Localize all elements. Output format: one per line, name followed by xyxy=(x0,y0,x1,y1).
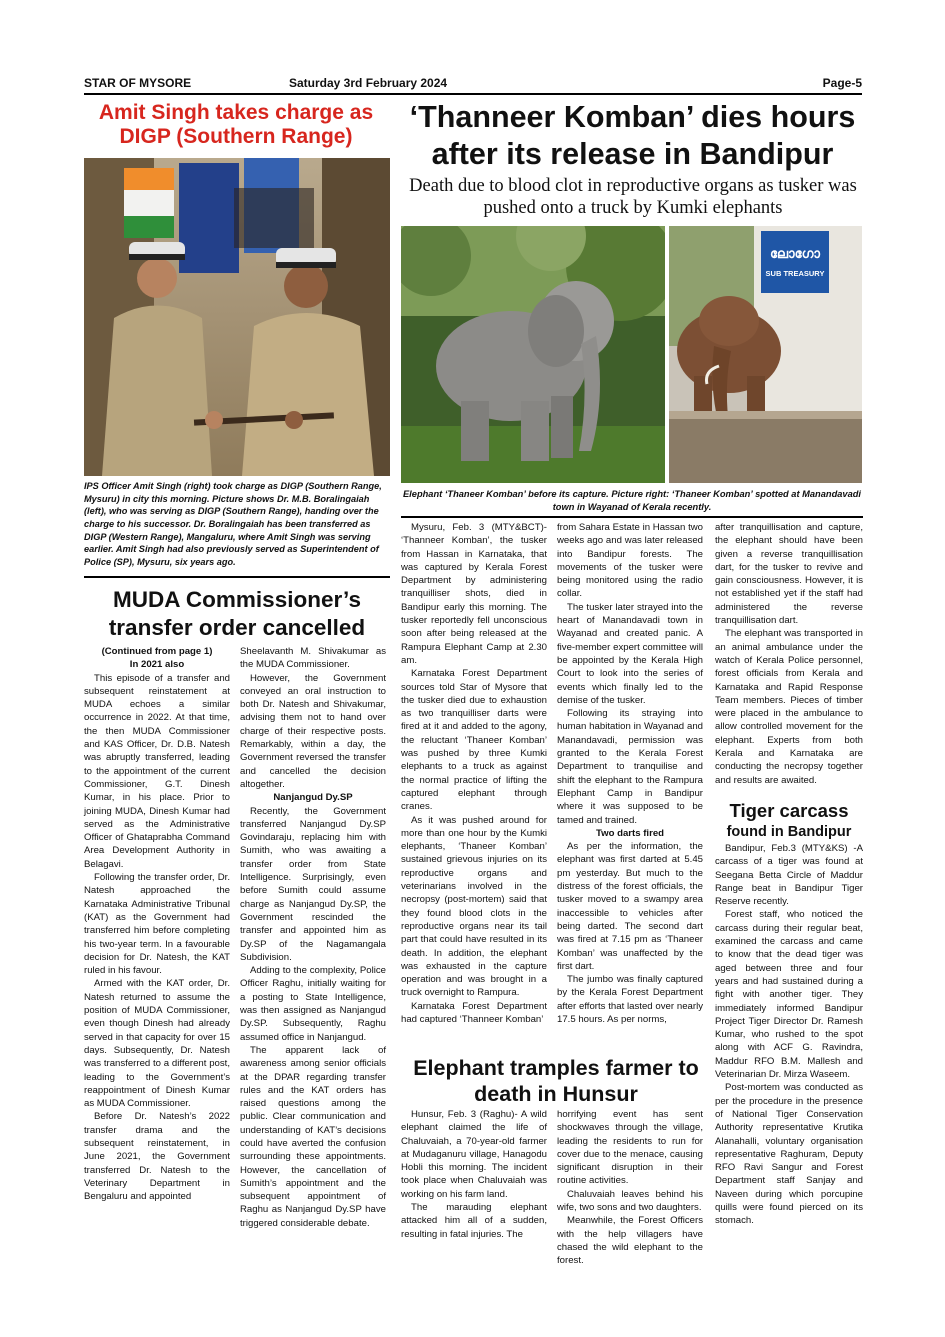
farmer-headline: Elephant tramples farmer to death in Hunsur xyxy=(413,1056,699,1106)
digp-headline: Amit Singh takes charge as DIGP (Southern Range) xyxy=(98,101,374,148)
muda-headline: MUDA Commissioner’s transfer order cancelled xyxy=(108,587,366,640)
muda-paragraph: The apparent lack of awareness among senior officials at the DPAR regarding transfer rules and the KAT orders has raised questions among the public. Clear communication and understanding of KAT’s decisions could have averted the confusion surrounding these appointments. However, the cancellation of Sumith’s appointment and the subsequent appointment of Raghu as Nanjangud Dy.SP have triggered considerable debate. xyxy=(240,1044,386,1229)
komban-photo-left xyxy=(401,226,665,483)
tiger-paragraph: Bandipur, Feb.3 (MTY&KS) -A carcass of a tiger was found at Seegana Betta Circle of Maddur Range beat in Bandipur Tiger Reserve recently. xyxy=(715,843,863,908)
tiger-paragraph: Forest staff, who noticed the carcass during their regular beat, examined the carcass and came to know that the dead tiger was aged between three and four years and had sustained during a fight with another tiger. They immediately informed Bandipur Project Tiger Director Dr. Ramesh Kumar, who rushed to the spot along with ACF G. Ravindra, Maddur RFO B.M. Mallesh and Veterinarian Dr. Mirza Waseem. xyxy=(715,909,863,1081)
komban-paragraph: The tusker later strayed into the heart of Manandavadi town in Wayanad and created panic. A five-member expert committee will be appointed by the Kerala High Court to look into the series of events which finally led to the demise of the tusker. xyxy=(557,601,703,706)
farmer-paragraph: Meanwhile, the Forest Officers with the help villagers have chased the wild elephant to the forest. xyxy=(557,1215,703,1267)
paper-name: STAR OF MYSORE xyxy=(84,76,192,90)
komban-headline: ‘Thanneer Komban’ dies hours after its release in Bandipur xyxy=(409,100,856,171)
masthead-rule xyxy=(84,93,862,95)
muda-paragraph: However, the Government conveyed an oral instruction to both Dr. Natesh and Shivakumar, advising them not to hand over charge of their respective posts. Remarkably, within a day, the Government reversed the transfer and cancelled the decision altogether. xyxy=(240,672,386,790)
komban-paragraph: The elephant was transported in an animal ambulance under the watch of Kerala Police personnel, forest officials from Kerala and Karnataka and Rapid Response Team members. Pieces of timber were placed in the ambulance to allow controlled movement for the elephant. Experts from both Kerala and Karnataka are conducting the necropsy together and results are awaited. xyxy=(715,628,863,786)
muda-paragraph: This episode of a transfer and subsequent reinstatement at MUDA echoes a similar occurrence in 2022. At that time, the then MUDA Commissioner and KAS Officer, Dr. D.B. Natesh was abruptly transferred, leading to the appointment of the current Commissioner, G.T. Dinesh Kumar, in his place. Prior to joining MUDA, Dinesh Kumar had served as the Administrative Officer of Ghataprabha Command Area Development Authority in Belagavi. xyxy=(84,672,230,870)
farmer-paragraph: The marauding elephant attacked him all of a sudden, resulting in fatal injuries. The xyxy=(401,1202,547,1240)
komban-paragraph: As it was pushed around for more than one hour by the Kumki elephants, ‘Thaneer Komban’ sustained grievous injuries on its reproductive organs and veterinarians involved in the necropsy (post-mortem) said that they found blood clots in the reproductive organs near its tail part that could have resulted in its death. In addition, the elephant was exhausted in the capture operation and was brought in a truck overnight to Rampura. xyxy=(401,814,547,999)
sign-text: SUB TREASURY xyxy=(765,269,825,278)
komban-column-2 xyxy=(557,521,703,1026)
komban-paragraph: Karnataka Forest Department sources told Star of Mysore that the tusker died due to exhaustion as two tranquilliser darts were fired at it and added to the agony, the reluctant ‘Thaneer Komban’ was pushed by three Kumki elephants to a truck as against the normal practice of lifting the captured elephant through cranes. xyxy=(401,668,547,813)
komban-paragraph: from Sahara Estate in Hassan two weeks ago and was later released into Bandipur forests. The movements of the tusker were being monitored using the radio collar. xyxy=(557,522,703,600)
komban-paragraph: after tranquillisation and capture, the elephant should have been given a reverse tranquillisation dart, for the tusker to revive and gain consciousness. However, it is not established yet if the staff had administered the reverse tranquillisation dart. xyxy=(715,522,863,627)
tiger-headline-main: Tiger carcass xyxy=(729,800,849,821)
muda-paragraph: Armed with the KAT order, Dr. Natesh returned to assume the position of MUDA Commissioner, even though Dinesh had already served in that capacity for over 15 days. Subsequently, Dr. Natesh was transferred to a different post, leading to the Government’s reappointment of Dinesh Kumar as MUDA Commissioner. xyxy=(84,978,230,1110)
komban-paragraph: The jumbo was finally captured by the Kerala Forest Department after efforts that lasted over nearly 17.5 hours. As per norms, xyxy=(557,974,703,1025)
muda-paragraph: Following the transfer order, Dr. Natesh approached the Karnataka Administrative Tribunal (KAT) as the Government had transferred him before completing his two-year term. In a favourable decision for Dr. Natesh, the KAT ruled in his favour. xyxy=(84,872,230,977)
digp-rule xyxy=(84,576,390,578)
sign-script: ലോഗോ xyxy=(769,246,821,261)
komban-deck: Death due to blood clot in reproductive organs as tusker was pushed onto a truck by Kumki elephants xyxy=(409,176,857,219)
komban-column-3 xyxy=(715,521,863,787)
tiger-paragraph: Post-mortem was conducted as per the procedure in the presence of National Tiger Conservation Authority representative Krutika Alanahalli, voluntary organisation representative Raghuram, Deputy RFO Ravi Sangur and Forest Department staff Sanjay and Naveen during which porcupine quills were found pierced on its stomach. xyxy=(715,1082,863,1227)
farmer-paragraph: Hunsur, Feb. 3 (Raghu)- A wild elephant claimed the life of Chaluvaiah, a 70-year-old farmer at Mudaganuru village, Hanagodu Hobli this morning. The incident took place when Chaluvaiah was working on his farm land. xyxy=(401,1109,547,1200)
komban-paragraph: Mysuru, Feb. 3 (MTY&BCT)- ‘Thanneer Komban’, the tusker from Hassan in Karnataka, that was captured by Kerala Forest Department by administering tranquilliser shots, died in Bandipur early this morning. The tusker reportedly fell unconscious soon after being released at the Rampura Elephant Camp at 2.30 am. xyxy=(401,522,547,666)
tiger-headline-sub: found in Bandipur xyxy=(726,824,852,840)
komban-paragraph: Following its straying into human habitation in Wayanad and Manandavadi, permission was granted to the Kerala Forest Department to tranquilise and shift the elephant to the Rampura Elephant Camp in Bandipur where it was supposed to be tamed and trained. xyxy=(557,708,703,826)
tiger-column xyxy=(715,842,863,1228)
muda-paragraph: Adding to the complexity, Police Officer Raghu, initially waiting for a posting to State Intelligence, was then assigned as Nanjangud Dy.SP. Subsequently, Raghu assumed office in Nanjangud. xyxy=(240,965,386,1043)
muda-subhead: (Continued from page 1) xyxy=(101,646,213,657)
komban-caption: Elephant ‘Thaneer Komban’ before its capture. Picture right: ‘Thaneer Komban’ spotted at Manandavadi town in Wayanad of Kerala recently. xyxy=(402,489,862,512)
muda-column-1 xyxy=(84,645,230,1203)
komban-column-1 xyxy=(401,521,547,1026)
komban-paragraph: As per the information, the elephant was first darted at 5.45 pm yesterday. But much to the distress of the forest officials, the tusker moved to a swampy area inaccessible to vehicles after being darted. The second dart was fired at 7.15 pm as ‘Thaneer Komban’ was unaffected by the first dart. xyxy=(557,841,703,972)
muda-paragraph: Recently, the Government transferred Nanjangud Dy.SP Govindaraju, replacing him with Sumith, who was awaiting a transfer order from State Intelligence. Surprisingly, even before Sumith could assume charge as Nanjangud Dy.SP, the Government rescinded the transfer and appointed him as Dy.SP of the Nagamangala Subdivision. xyxy=(240,805,386,963)
issue-date: Saturday 3rd February 2024 xyxy=(289,76,448,90)
muda-column-2 xyxy=(240,645,386,1230)
digp-photo xyxy=(84,158,390,476)
komban-photo-right xyxy=(669,226,862,483)
farmer-column-1 xyxy=(401,1108,547,1241)
muda-subhead: Nanjangud Dy.SP xyxy=(273,792,353,804)
digp-caption: IPS Officer Amit Singh (right) took charge as DIGP (Southern Range, Mysuru) in city this morning. Picture shows Dr. M.B. Boralingaiah (left), who was serving as DIGP (Southern Range), handing over the charge to his successor. Dr. Boralingaiah has been transferred as DIGP (Western Range), Mangaluru, where Amit Singh was serving earlier. Amit Singh had also previously served as Superintendent of Police (SP), Mysuru, six years ago. xyxy=(84,481,382,568)
muda-paragraph: Before Dr. Natesh’s 2022 transfer drama and the subsequent reinstatement, in June 2021, the Government transferred Dr. Natesh to the Veterinary Department in Bengaluru and appointed xyxy=(84,1111,230,1203)
farmer-paragraph: horrifying event has sent shockwaves through the village, leading the residents to run for cover due to the menace, causing significant disruption in their routine activities. xyxy=(557,1109,703,1187)
komban-subhead: Two darts fired xyxy=(595,827,665,839)
muda-paragraph: Sheelavanth M. Shivakumar as the MUDA Commissioner. xyxy=(240,646,386,671)
farmer-column-2 xyxy=(557,1108,703,1268)
komban-rule xyxy=(401,516,863,518)
masthead xyxy=(84,76,862,92)
muda-subhead: In 2021 also xyxy=(129,659,185,671)
farmer-paragraph: Chaluvaiah leaves behind his wife, two sons and two daughters. xyxy=(557,1188,703,1214)
komban-paragraph: Karnataka Forest Department had captured ‘Thanneer Komban’ xyxy=(401,1000,547,1025)
page-number: Page-5 xyxy=(822,76,862,90)
